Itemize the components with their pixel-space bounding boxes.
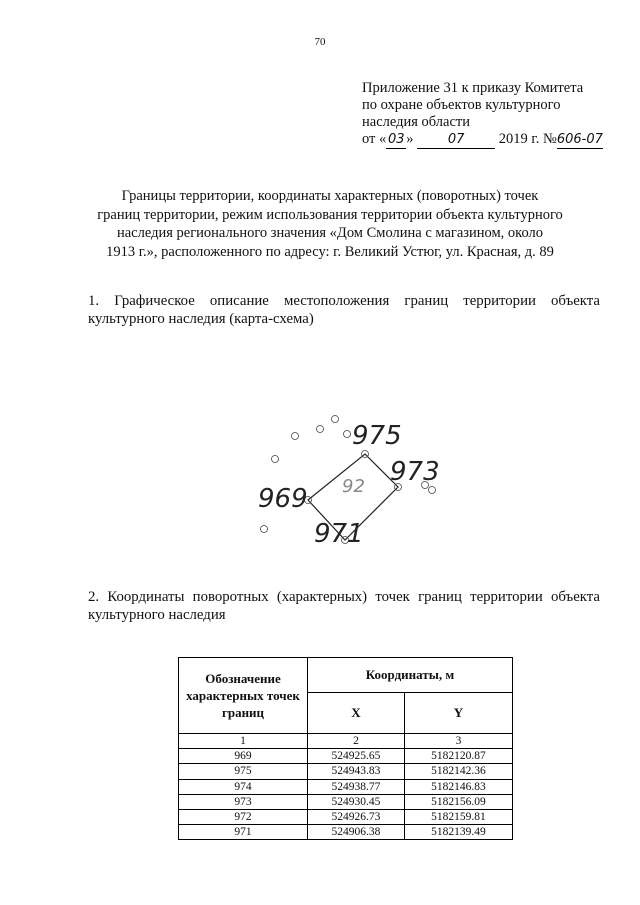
point-cell: 974: [179, 779, 308, 794]
header-coordinates: Координаты, м: [308, 658, 513, 693]
table-row: [179, 794, 513, 809]
marker-b: [344, 431, 351, 438]
page-number: 70: [314, 36, 326, 48]
table-row: [179, 749, 513, 764]
y-cell: 5182159.81: [404, 809, 512, 824]
index-cell: 3: [404, 734, 512, 749]
section-2-heading: [88, 588, 600, 624]
section-1-heading: [88, 292, 600, 328]
header-x: X: [308, 693, 405, 734]
y-cell: 5182146.83: [404, 779, 512, 794]
marker-e: [272, 456, 279, 463]
title-line-3: наследия регионального значения «Дом Смолина с магазином, около: [116, 225, 544, 241]
date-prefix: от «: [362, 131, 387, 147]
x-cell: 524943.83: [308, 764, 405, 779]
label-975: 975: [352, 421, 402, 451]
x-cell: 524930.45: [308, 794, 405, 809]
x-cell: 524926.73: [308, 809, 405, 824]
marker-c: [317, 426, 324, 433]
point-cell: 971: [179, 825, 308, 840]
point-cell: 975: [179, 764, 308, 779]
label-969: 969: [258, 484, 308, 514]
section-2-line-1: 2. Координаты поворотных (характерных) точек границ территории объекта: [88, 589, 600, 605]
marker-d: [292, 433, 299, 440]
marker-a: [332, 416, 339, 423]
table-row: [179, 779, 513, 794]
map-labels: [258, 421, 440, 549]
index-cell: 2: [308, 734, 405, 749]
coordinates-table: [178, 657, 513, 840]
title-line-4: 1913 г.», расположенного по адресу: г. Великий Устюг, ул. Красная, д. 89: [106, 243, 554, 260]
title-line-1: Границы территории, координаты характерных (поворотных) точек: [121, 188, 539, 204]
date-year: 2019 г. №: [498, 131, 557, 147]
x-cell: 524925.65: [308, 749, 405, 764]
document-title: [60, 187, 600, 261]
table-row: [179, 764, 513, 779]
table-row: [179, 809, 513, 824]
y-cell: 5182156.09: [404, 794, 512, 809]
x-cell: 524906.38: [308, 825, 405, 840]
x-cell: 524938.77: [308, 779, 405, 794]
title-line-2: границ территории, режим использования территории объекта культурного: [97, 206, 563, 223]
appendix-line-2: по охране объектов культурного: [362, 97, 561, 113]
date-mid: »: [406, 131, 414, 147]
label-971: 971: [314, 519, 364, 549]
section-1-line-2: культурного наследия (карта-схема): [88, 311, 314, 327]
marker-h: [261, 526, 268, 533]
point-cell: 969: [179, 749, 308, 764]
y-cell: 5182142.36: [404, 764, 512, 779]
header-y: Y: [404, 693, 512, 734]
y-cell: 5182139.49: [404, 825, 512, 840]
boundary-map-scheme: [240, 372, 460, 552]
date-month: 07: [417, 131, 495, 149]
section-1-line-1: 1. Графическое описание местоположения границ территории объекта: [88, 293, 600, 309]
appendix-date-line: [362, 131, 632, 149]
table-row: [179, 825, 513, 840]
y-cell: 5182120.87: [404, 749, 512, 764]
section-2-line-2: культурного наследия: [88, 607, 226, 623]
appendix-line-3: наследия области: [362, 114, 471, 130]
point-cell: 973: [179, 794, 308, 809]
label-parcel: 92: [342, 476, 365, 497]
column-index-row: [179, 734, 513, 749]
marker-g: [429, 487, 436, 494]
order-number: 606-07: [556, 132, 603, 147]
appendix-line-1: Приложение 31 к приказу Комитета: [362, 80, 584, 96]
date-day: 03: [388, 132, 405, 147]
label-973: 973: [390, 457, 440, 487]
header-point-designation: Обозначение характерных точек границ: [179, 658, 308, 734]
index-cell: 1: [179, 734, 308, 749]
point-cell: 972: [179, 809, 308, 824]
